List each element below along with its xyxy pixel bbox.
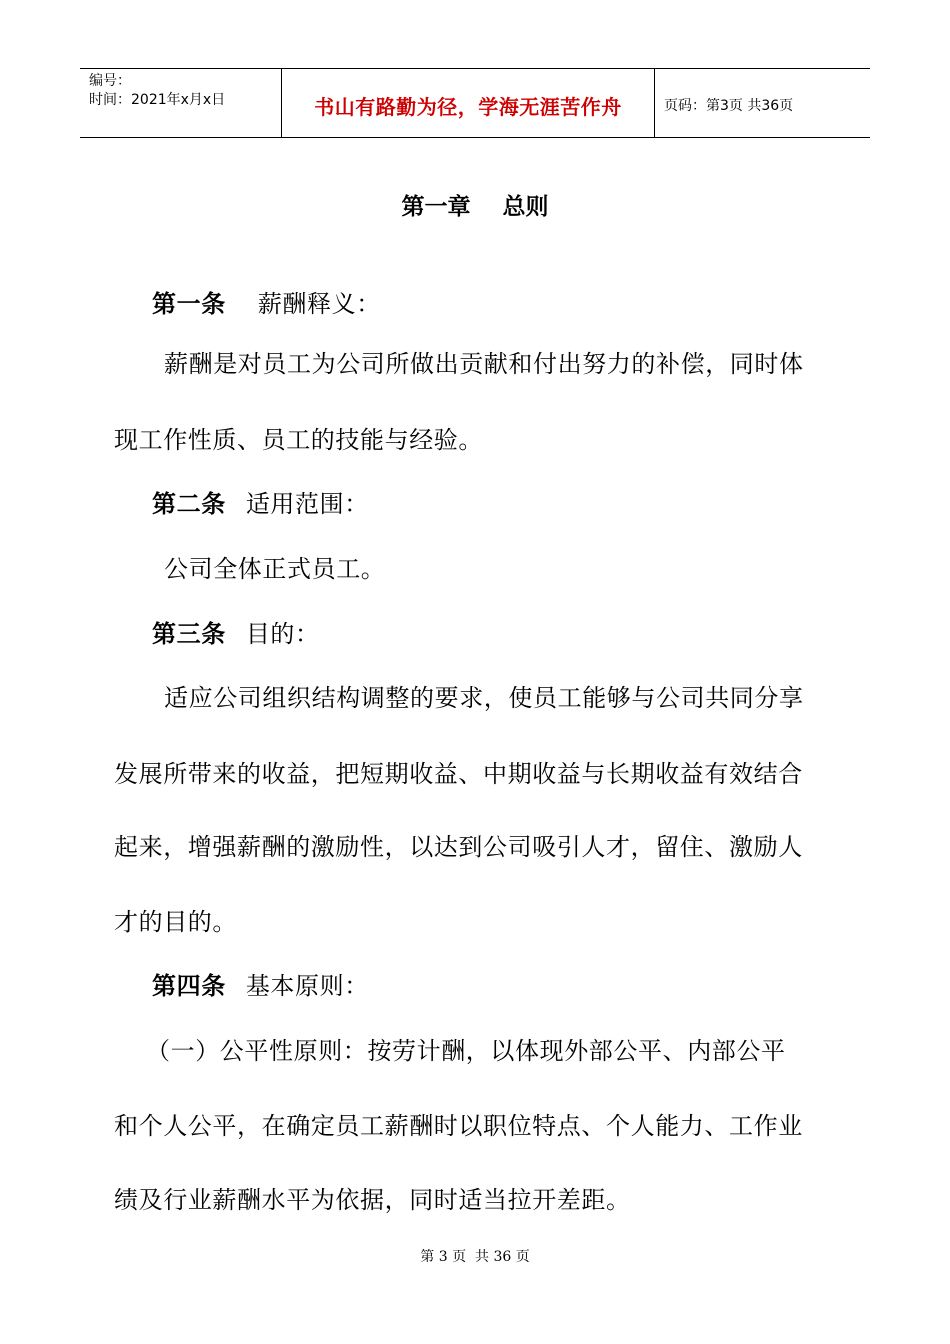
- article-4-line-1: （一）公平性原则：按劳计酬，以体现外部公平、内部公平: [146, 1037, 786, 1065]
- article-4-label: 第四条: [152, 971, 226, 1000]
- article-1-line-2: 现工作性质、员工的技能与经验。: [114, 426, 483, 454]
- page-header: [80, 68, 870, 138]
- article-2-label: 第二条: [152, 489, 226, 518]
- article-3-line-4: 才的目的。: [114, 908, 237, 936]
- article-3-label: 第三条: [152, 619, 226, 648]
- article-3-line-1: 适应公司组织结构调整的要求，使员工能够与公司共同分享: [164, 684, 804, 712]
- article-3-title: 目的：: [245, 620, 320, 648]
- page-info: 页码：第3页 共36页: [664, 98, 794, 114]
- article-4-line-2: 和个人公平，在确定员工薪酬时以职位特点、个人能力、工作业: [114, 1112, 803, 1140]
- article-3-heading: [152, 614, 320, 649]
- article-2-line-1: 公司全体正式员工。: [164, 555, 386, 583]
- article-3-line-3: 起来，增强薪酬的激励性，以达到公司吸引人才，留住、激励人: [114, 833, 803, 861]
- article-1-title: 薪酬释义：: [257, 290, 381, 318]
- article-2-title: 适用范围：: [245, 490, 369, 518]
- header-page-info: [655, 69, 870, 137]
- article-4-line-3: 绩及行业薪酬水平为依据，同时适当拉开差距。: [114, 1186, 631, 1214]
- header-motto-cell: [281, 69, 655, 137]
- chapter-title: 第一章 总则: [401, 193, 549, 220]
- article-4-heading: [152, 966, 369, 1001]
- article-1-heading: [152, 284, 381, 319]
- time-label: 时间：2021年x月x日: [89, 92, 226, 108]
- article-4-title: 基本原则：: [245, 972, 369, 1000]
- code-label: 编号：: [89, 73, 131, 89]
- header-meta: [80, 69, 281, 137]
- article-3-line-2: 发展所带来的收益，把短期收益、中期收益与长期收益有效结合: [114, 760, 803, 788]
- motto: 书山有路勤为径，学海无涯苦作舟: [314, 94, 622, 119]
- article-1-line-1: 薪酬是对员工为公司所做出贡献和付出努力的补偿，同时体: [164, 350, 804, 378]
- article-1-label: 第一条: [152, 289, 226, 318]
- page-footer: 第 3 页 共 36 页: [420, 1249, 530, 1265]
- article-2-heading: [152, 484, 369, 519]
